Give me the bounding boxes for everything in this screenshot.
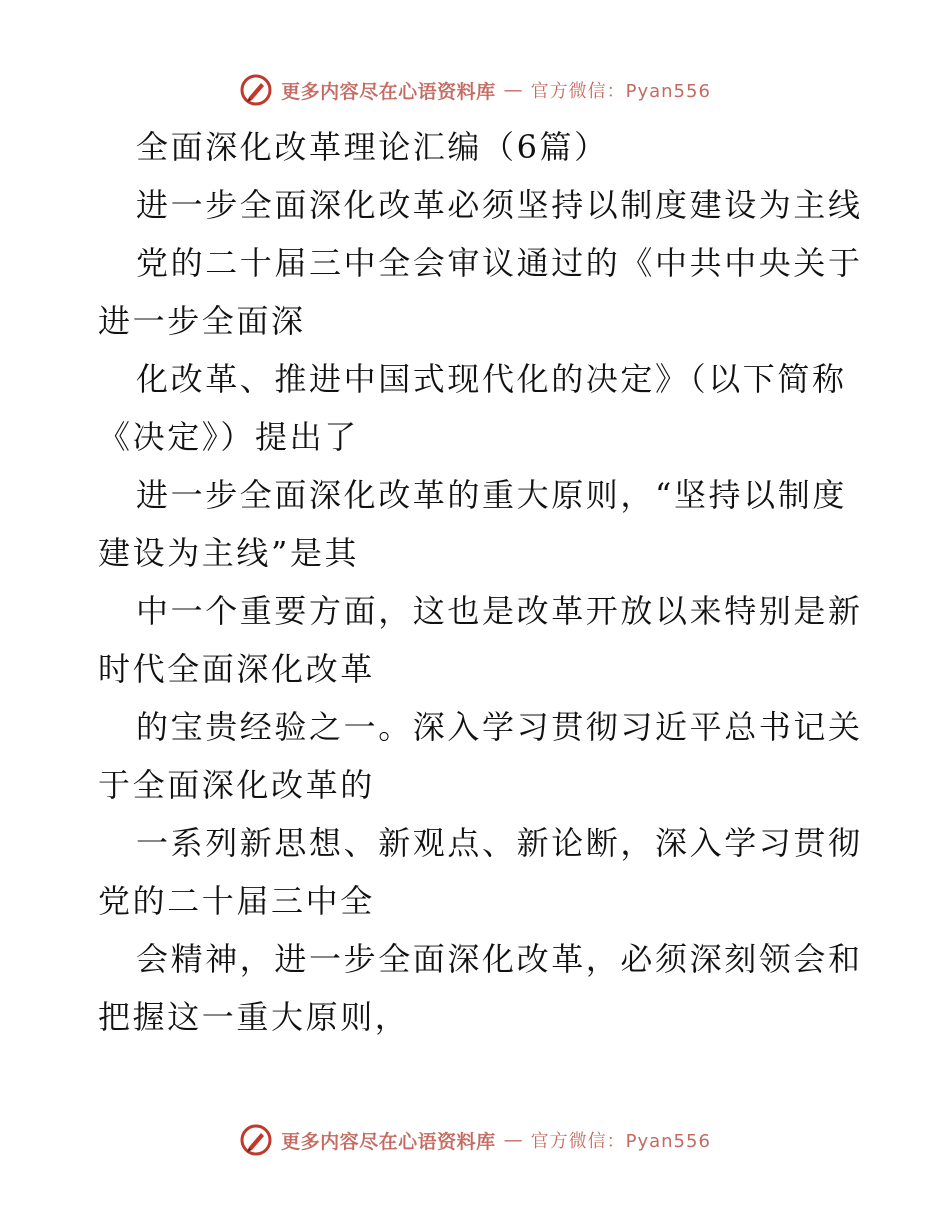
- text-line: 中一个重要方面，这也是改革开放以来特别是新: [136, 592, 863, 630]
- banner-contact: 官方微信：Pyan556: [530, 1131, 711, 1152]
- text-line: 进一步全面深: [98, 302, 306, 340]
- header-banner: [0, 68, 950, 112]
- text-line: 时代全面深化改革: [98, 650, 375, 688]
- text-line: 进一步全面深化改革的重大原则，“坚持以制度: [136, 476, 847, 514]
- text-line: 把握这一重大原则，: [98, 998, 410, 1036]
- text-line: 建设为主线”是其: [98, 534, 360, 572]
- text-line: 党的二十届三中全: [98, 882, 375, 920]
- banner-brand: 更多内容尽在心语资料库: [281, 80, 496, 103]
- pen-logo-icon: [239, 73, 273, 107]
- text-line: 于全面深化改革的: [98, 766, 375, 804]
- text-line: 党的二十届三中全会审议通过的《中共中央关于: [136, 244, 863, 282]
- text-line: 的宝贵经验之一。深入学习贯彻习近平总书记关: [136, 708, 863, 746]
- text-line: 进一步全面深化改革必须坚持以制度建设为主线: [136, 186, 863, 224]
- text-line: 全面深化改革理论汇编（6篇）: [136, 128, 609, 166]
- banner-brand: 更多内容尽在心语资料库: [281, 1130, 496, 1153]
- pen-logo-icon: [239, 1123, 273, 1157]
- document-body: [98, 118, 863, 1046]
- text-line: 《决定》）提出了: [98, 418, 359, 456]
- text-line: 一系列新思想、新观点、新论断，深入学习贯彻: [136, 824, 863, 862]
- banner-dash: —: [503, 1129, 523, 1151]
- text-line: 化改革、推进中国式现代化的决定》（以下简称: [136, 360, 847, 398]
- banner-contact: 官方微信：Pyan556: [530, 81, 711, 102]
- banner-dash: —: [503, 79, 523, 101]
- footer-banner: [0, 1118, 950, 1162]
- text-line: 会精神，进一步全面深化改革，必须深刻领会和: [136, 940, 863, 978]
